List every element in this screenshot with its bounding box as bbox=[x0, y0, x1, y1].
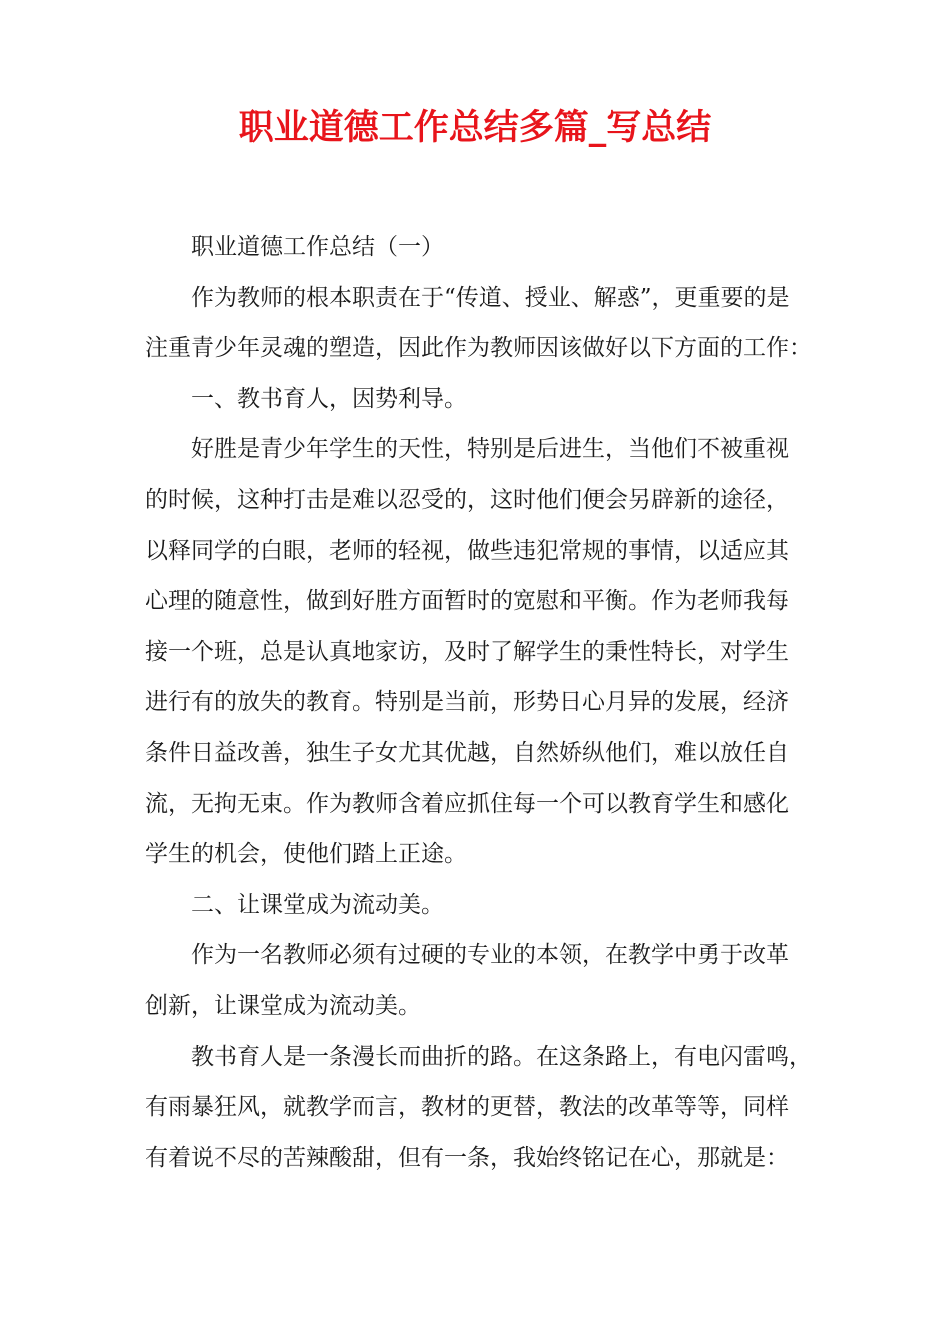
text-line: 注重青少年灵魂的塑造，因此作为教师因该做好以下方面的工作： bbox=[145, 335, 812, 362]
text-line: 教书育人是一条漫长而曲折的路。在这条路上，有电闪雷鸣， bbox=[191, 1043, 812, 1070]
text-line: 二、让课堂成为流动美。 bbox=[191, 891, 444, 918]
text-line: 接一个班，总是认真地家访，及时了解学生的秉性特长，对学生 bbox=[145, 638, 789, 665]
document-body bbox=[145, 222, 813, 1183]
text-line: 有着说不尽的苦辣酸甜，但有一条，我始终铭记在心，那就是： bbox=[145, 1144, 789, 1171]
text-line: 条件日益改善，独生子女尤其优越，自然娇纵他们，难以放任自 bbox=[145, 739, 789, 766]
text-line: 创新，让课堂成为流动美。 bbox=[145, 992, 421, 1019]
text-line: 作为教师的根本职责在于“传道、授业、解惑”，更重要的是 bbox=[191, 284, 790, 311]
document-title: 职业道德工作总结多篇_写总结 bbox=[238, 108, 712, 148]
text-line: 职业道德工作总结（一） bbox=[191, 234, 444, 260]
text-line: 作为一名教师必须有过硬的专业的本领，在教学中勇于改革 bbox=[191, 942, 789, 969]
text-line: 一、教书育人，因势利导。 bbox=[191, 385, 467, 412]
text-line: 流，无拘无束。作为教师含着应抓住每一个可以教育学生和感化 bbox=[145, 790, 789, 817]
text-line: 有雨暴狂风，就教学而言，教材的更替，教法的改革等等，同样 bbox=[145, 1094, 789, 1121]
text-line: 学生的机会，使他们踏上正途。 bbox=[145, 841, 467, 868]
text-line: 心理的随意性，做到好胜方面暂时的宽慰和平衡。作为老师我每 bbox=[145, 588, 789, 615]
text-line: 好胜是青少年学生的天性，特别是后进生，当他们不被重视 bbox=[191, 436, 789, 463]
text-line: 的时候，这种打击是难以忍受的，这时他们便会另辟新的途径， bbox=[145, 486, 789, 513]
text-line: 以释同学的白眼，老师的轻视，做些违犯常规的事情，以适应其 bbox=[145, 537, 789, 564]
text-line: 进行有的放失的教育。特别是当前，形势日心月异的发展，经济 bbox=[145, 689, 789, 716]
